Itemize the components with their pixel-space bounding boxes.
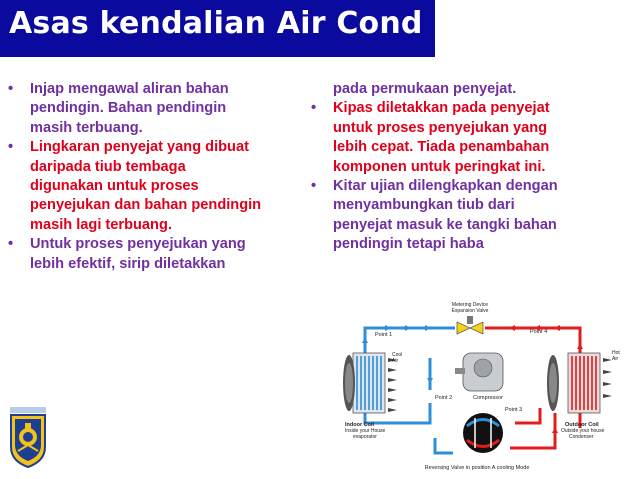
bullet-line: Kitar ujian dilengkapkan dengan — [333, 178, 558, 195]
bullet-dot: • — [8, 236, 14, 253]
bullet-line: pendingin tetapi haba — [333, 236, 484, 253]
air-cond-cycle-diagram — [325, 298, 630, 473]
continued-line — [311, 80, 633, 99]
bullet-item — [8, 235, 313, 274]
bullet-dot: • — [311, 178, 317, 195]
outdoor-coil-label: Condenser — [569, 434, 594, 440]
reversing-valve-label: Reversing Valve in position A cooling Mode — [424, 465, 530, 471]
outdoor-coil — [547, 353, 600, 413]
bullet-dot: • — [8, 81, 14, 97]
bullet-line: untuk proses penyejukan yang — [333, 119, 548, 136]
point-label: Point 3 — [505, 407, 523, 413]
bullet-line: lebih efektif, sirip diletakkan — [30, 255, 226, 272]
bullet-line: penyejukan dan bahan pendingin — [30, 197, 262, 214]
bullet-line: digunakan untuk proses — [30, 178, 199, 195]
bullet-line: pendingin. Bahan pendingin — [30, 100, 227, 117]
bullet-line: Injap mengawal aliran bahan — [30, 81, 229, 97]
point-label: Point 4 — [530, 329, 548, 335]
indoor-coil-label: evaporator — [353, 434, 377, 440]
bullet-line: daripada tiub tembaga — [30, 158, 186, 175]
bullet-line: menyambungkan tiub dari — [333, 197, 515, 214]
expansion-valve-icon — [457, 316, 483, 334]
point-label: Point 1 — [375, 332, 393, 338]
bullet-item — [8, 138, 313, 235]
outdoor-coil-label: Outside your house — [561, 428, 605, 434]
metering-device-label: Metering Device — [451, 302, 489, 308]
hot-air-label: Hot — [612, 350, 620, 356]
bullet-item — [8, 80, 313, 138]
reversing-valve-icon — [463, 413, 503, 453]
right-text-column — [311, 80, 633, 255]
indoor-coil-label: Indoor Coil — [345, 422, 375, 428]
bullet-line: penyejat masuk ke tangki bahan — [333, 216, 557, 233]
bullet-item — [311, 99, 633, 177]
bullet-line: Lingkaran penyejat yang dibuat — [30, 139, 249, 156]
bullet-line: komponen untuk peringkat ini. — [333, 158, 546, 175]
bullet-dot: • — [311, 100, 317, 117]
bullet-line: masih terbuang. — [30, 119, 143, 136]
bullet-line: Untuk proses penyejukan yang — [30, 236, 246, 253]
bullet-line: lebih cepat. Tiada penambahan — [333, 139, 550, 156]
indoor-coil-label: Inside your House — [345, 428, 386, 434]
slide-title: Asas kendalian Air Cond — [9, 6, 423, 41]
title-background — [0, 0, 435, 57]
bullet-dot: • — [8, 139, 14, 156]
bullet-line: masih lagi terbuang. — [30, 216, 172, 233]
outdoor-coil-label: Outdoor Coil — [565, 422, 599, 428]
cool-air-arrows — [388, 358, 397, 412]
cool-air-label: Air — [392, 358, 399, 364]
title-bar — [0, 0, 638, 57]
metering-device-label: Expansion Valve — [451, 308, 489, 314]
cool-air-label: Cool — [392, 352, 403, 358]
bullet-item — [311, 177, 633, 255]
indoor-coil — [343, 353, 385, 413]
hot-air-arrows — [603, 358, 612, 398]
compressor-label: Compressor — [473, 395, 503, 401]
hot-pipe — [510, 413, 555, 448]
bullet-line: pada permukaan penyejat. — [333, 81, 517, 97]
point-label: Point 2 — [435, 395, 453, 401]
left-text-column — [8, 80, 313, 274]
hot-air-label: Air — [612, 356, 619, 362]
bullet-line: Kipas diletakkan pada penyejat — [333, 100, 550, 117]
cold-pipe — [435, 438, 453, 453]
university-crest-icon — [8, 407, 48, 469]
compressor-icon — [455, 353, 503, 391]
